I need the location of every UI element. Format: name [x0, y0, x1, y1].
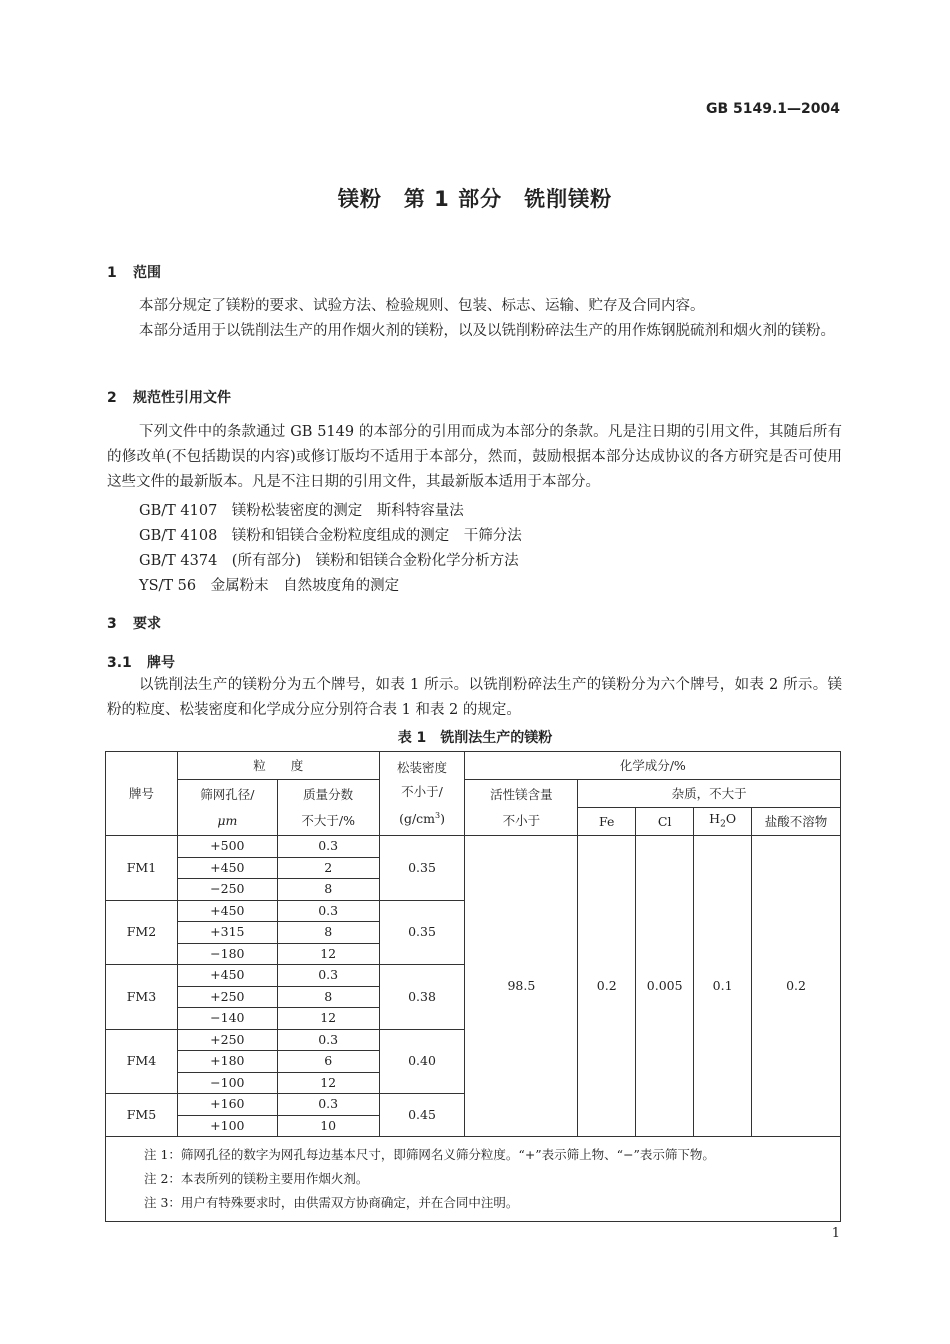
- table-note: 注 2：本表所列的镁粉主要用作烟火剂。: [144, 1171, 369, 1186]
- density-cell: 0.35: [379, 900, 465, 965]
- fe-cell: 0.2: [578, 836, 636, 1137]
- sieve-cell: +100: [177, 1115, 277, 1137]
- section-title: 范围: [133, 265, 161, 281]
- header-bulk-density: 松装密度 不小于/ $(g/cm^3)$: [379, 752, 465, 836]
- header-active-magnesium: 活性镁含量 不小于: [465, 780, 578, 836]
- sieve-cell: −100: [177, 1072, 277, 1094]
- sieve-cell: +180: [177, 1051, 277, 1073]
- sieve-cell: +315: [177, 922, 277, 944]
- grades-paragraph: 以铣削法生产的镁粉分为五个牌号，如表 1 所示。以铣削粉碎法生产的镁粉分为六个牌号，如表 2 所示。镁粉的粒度、松装密度和化学成分应分别符合表 1 和表 2 的规定。: [107, 677, 842, 718]
- mass-cell: 8: [277, 986, 379, 1008]
- sieve-cell: +450: [177, 857, 277, 879]
- grade-cell: FM2: [106, 900, 178, 965]
- header-particle-size: 粒 度: [177, 752, 379, 780]
- sieve-cell: +450: [177, 965, 277, 987]
- table-note: 注 3：用户有特殊要求时，由供需双方协商确定，并在合同中注明。: [144, 1195, 519, 1210]
- magnesium-powder-table: [105, 751, 841, 1222]
- header-impurities: 杂质，不大于: [578, 780, 841, 808]
- density-cell: 0.45: [379, 1094, 465, 1137]
- grade-cell: FM4: [106, 1029, 178, 1094]
- mass-cell: 6: [277, 1051, 379, 1073]
- h2o-cell: 0.1: [694, 836, 752, 1137]
- section-number: 2: [107, 390, 117, 406]
- section-title: 要求: [133, 616, 161, 632]
- header-sieve-aperture: 筛网孔径/ μm: [177, 780, 277, 836]
- grade-cell: FM3: [106, 965, 178, 1030]
- page-number: 1: [831, 1226, 840, 1241]
- sieve-cell: −180: [177, 943, 277, 965]
- mass-cell: 12: [277, 1072, 379, 1094]
- document-title: 镁粉 第 1 部分 铣削镁粉: [337, 187, 613, 211]
- section-number: 3.1: [107, 655, 132, 671]
- section-number: 1: [107, 265, 117, 281]
- reference-item: GB/T 4108 镁粉和铝镁合金粉粒度组成的测定 干筛分法: [139, 528, 522, 544]
- header-fe: Fe: [578, 808, 636, 836]
- section-1-heading: [107, 262, 161, 282]
- mass-cell: 10: [277, 1115, 379, 1137]
- section-2-heading: [107, 387, 231, 407]
- sieve-cell: +450: [177, 900, 277, 922]
- table-caption: 表 1 铣削法生产的镁粉: [397, 730, 553, 746]
- scope-paragraph-2: 本部分适用于以铣削法生产的用作烟火剂的镁粉，以及以铣削粉碎法生产的用作炼钢脱硫剂和烟火剂的镁粉。: [139, 323, 835, 339]
- header-mass-fraction: 质量分数 不大于/%: [277, 780, 379, 836]
- grade-cell: FM1: [106, 836, 178, 901]
- scope-paragraph-1: 本部分规定了镁粉的要求、试验方法、检验规则、包装、标志、运输、贮存及合同内容。: [139, 298, 705, 314]
- header-grade: 牌号: [106, 752, 178, 836]
- sieve-cell: +250: [177, 986, 277, 1008]
- standard-number: GB 5149.1—2004: [705, 101, 840, 117]
- sieve-cell: +160: [177, 1094, 277, 1116]
- density-cell: 0.38: [379, 965, 465, 1030]
- sieve-cell: −250: [177, 879, 277, 901]
- mass-cell: 0.3: [277, 900, 379, 922]
- header-cl: Cl: [636, 808, 694, 836]
- mass-cell: 8: [277, 922, 379, 944]
- header-acid-insoluble: 盐酸不溶物: [752, 808, 841, 836]
- density-cell: 0.35: [379, 836, 465, 901]
- reference-item: GB/T 4107 镁粉松装密度的测定 斯科特容量法: [139, 503, 464, 519]
- cl-cell: 0.005: [636, 836, 694, 1137]
- sieve-cell: −140: [177, 1008, 277, 1030]
- acid-insoluble-cell: 0.2: [752, 836, 841, 1137]
- header-chemical-composition: 化学成分/%: [465, 752, 841, 780]
- reference-item: GB/T 4374 (所有部分) 镁粉和铝镁合金粉化学分析方法: [139, 553, 519, 569]
- sieve-cell: +250: [177, 1029, 277, 1051]
- sieve-cell: +500: [177, 836, 277, 858]
- mass-cell: 0.3: [277, 1094, 379, 1116]
- reference-item: YS/T 56 金属粉末 自然坡度角的测定: [139, 578, 400, 594]
- section-title: 规范性引用文件: [133, 390, 231, 406]
- mass-cell: 0.3: [277, 836, 379, 858]
- mass-cell: 12: [277, 1008, 379, 1030]
- table-notes: [106, 1137, 841, 1222]
- mass-cell: 8: [277, 879, 379, 901]
- active-mg-cell: 98.5: [465, 836, 578, 1137]
- section-3-1-heading: [107, 652, 175, 672]
- mass-cell: 0.3: [277, 1029, 379, 1051]
- density-cell: 0.40: [379, 1029, 465, 1094]
- mass-cell: 0.3: [277, 965, 379, 987]
- header-h2o: $H_2O$: [694, 808, 752, 836]
- mass-cell: 12: [277, 943, 379, 965]
- table-note: 注 1：筛网孔径的数字为网孔每边基本尺寸，即筛网名义筛分粒度。“+”表示筛上物、“−”表示筛下物。: [144, 1147, 715, 1162]
- mass-cell: 2: [277, 857, 379, 879]
- section-title: 牌号: [147, 655, 175, 671]
- references-intro-paragraph: 下列文件中的条款通过 GB 5149 的本部分的引用而成为本部分的条款。凡是注日期的引用文件，其随后所有的修改单(不包括勘误的内容)或修订版均不适用于本部分，然而，鼓励根据本部分达成协议的各方研究是否可使用这些文件的最新版本。凡是不注日期的引用文件，其最新版本适用于本部分。: [107, 424, 842, 490]
- grade-cell: FM5: [106, 1094, 178, 1137]
- section-number: 3: [107, 616, 117, 632]
- table-row: [106, 836, 841, 858]
- section-3-heading: [107, 613, 161, 633]
